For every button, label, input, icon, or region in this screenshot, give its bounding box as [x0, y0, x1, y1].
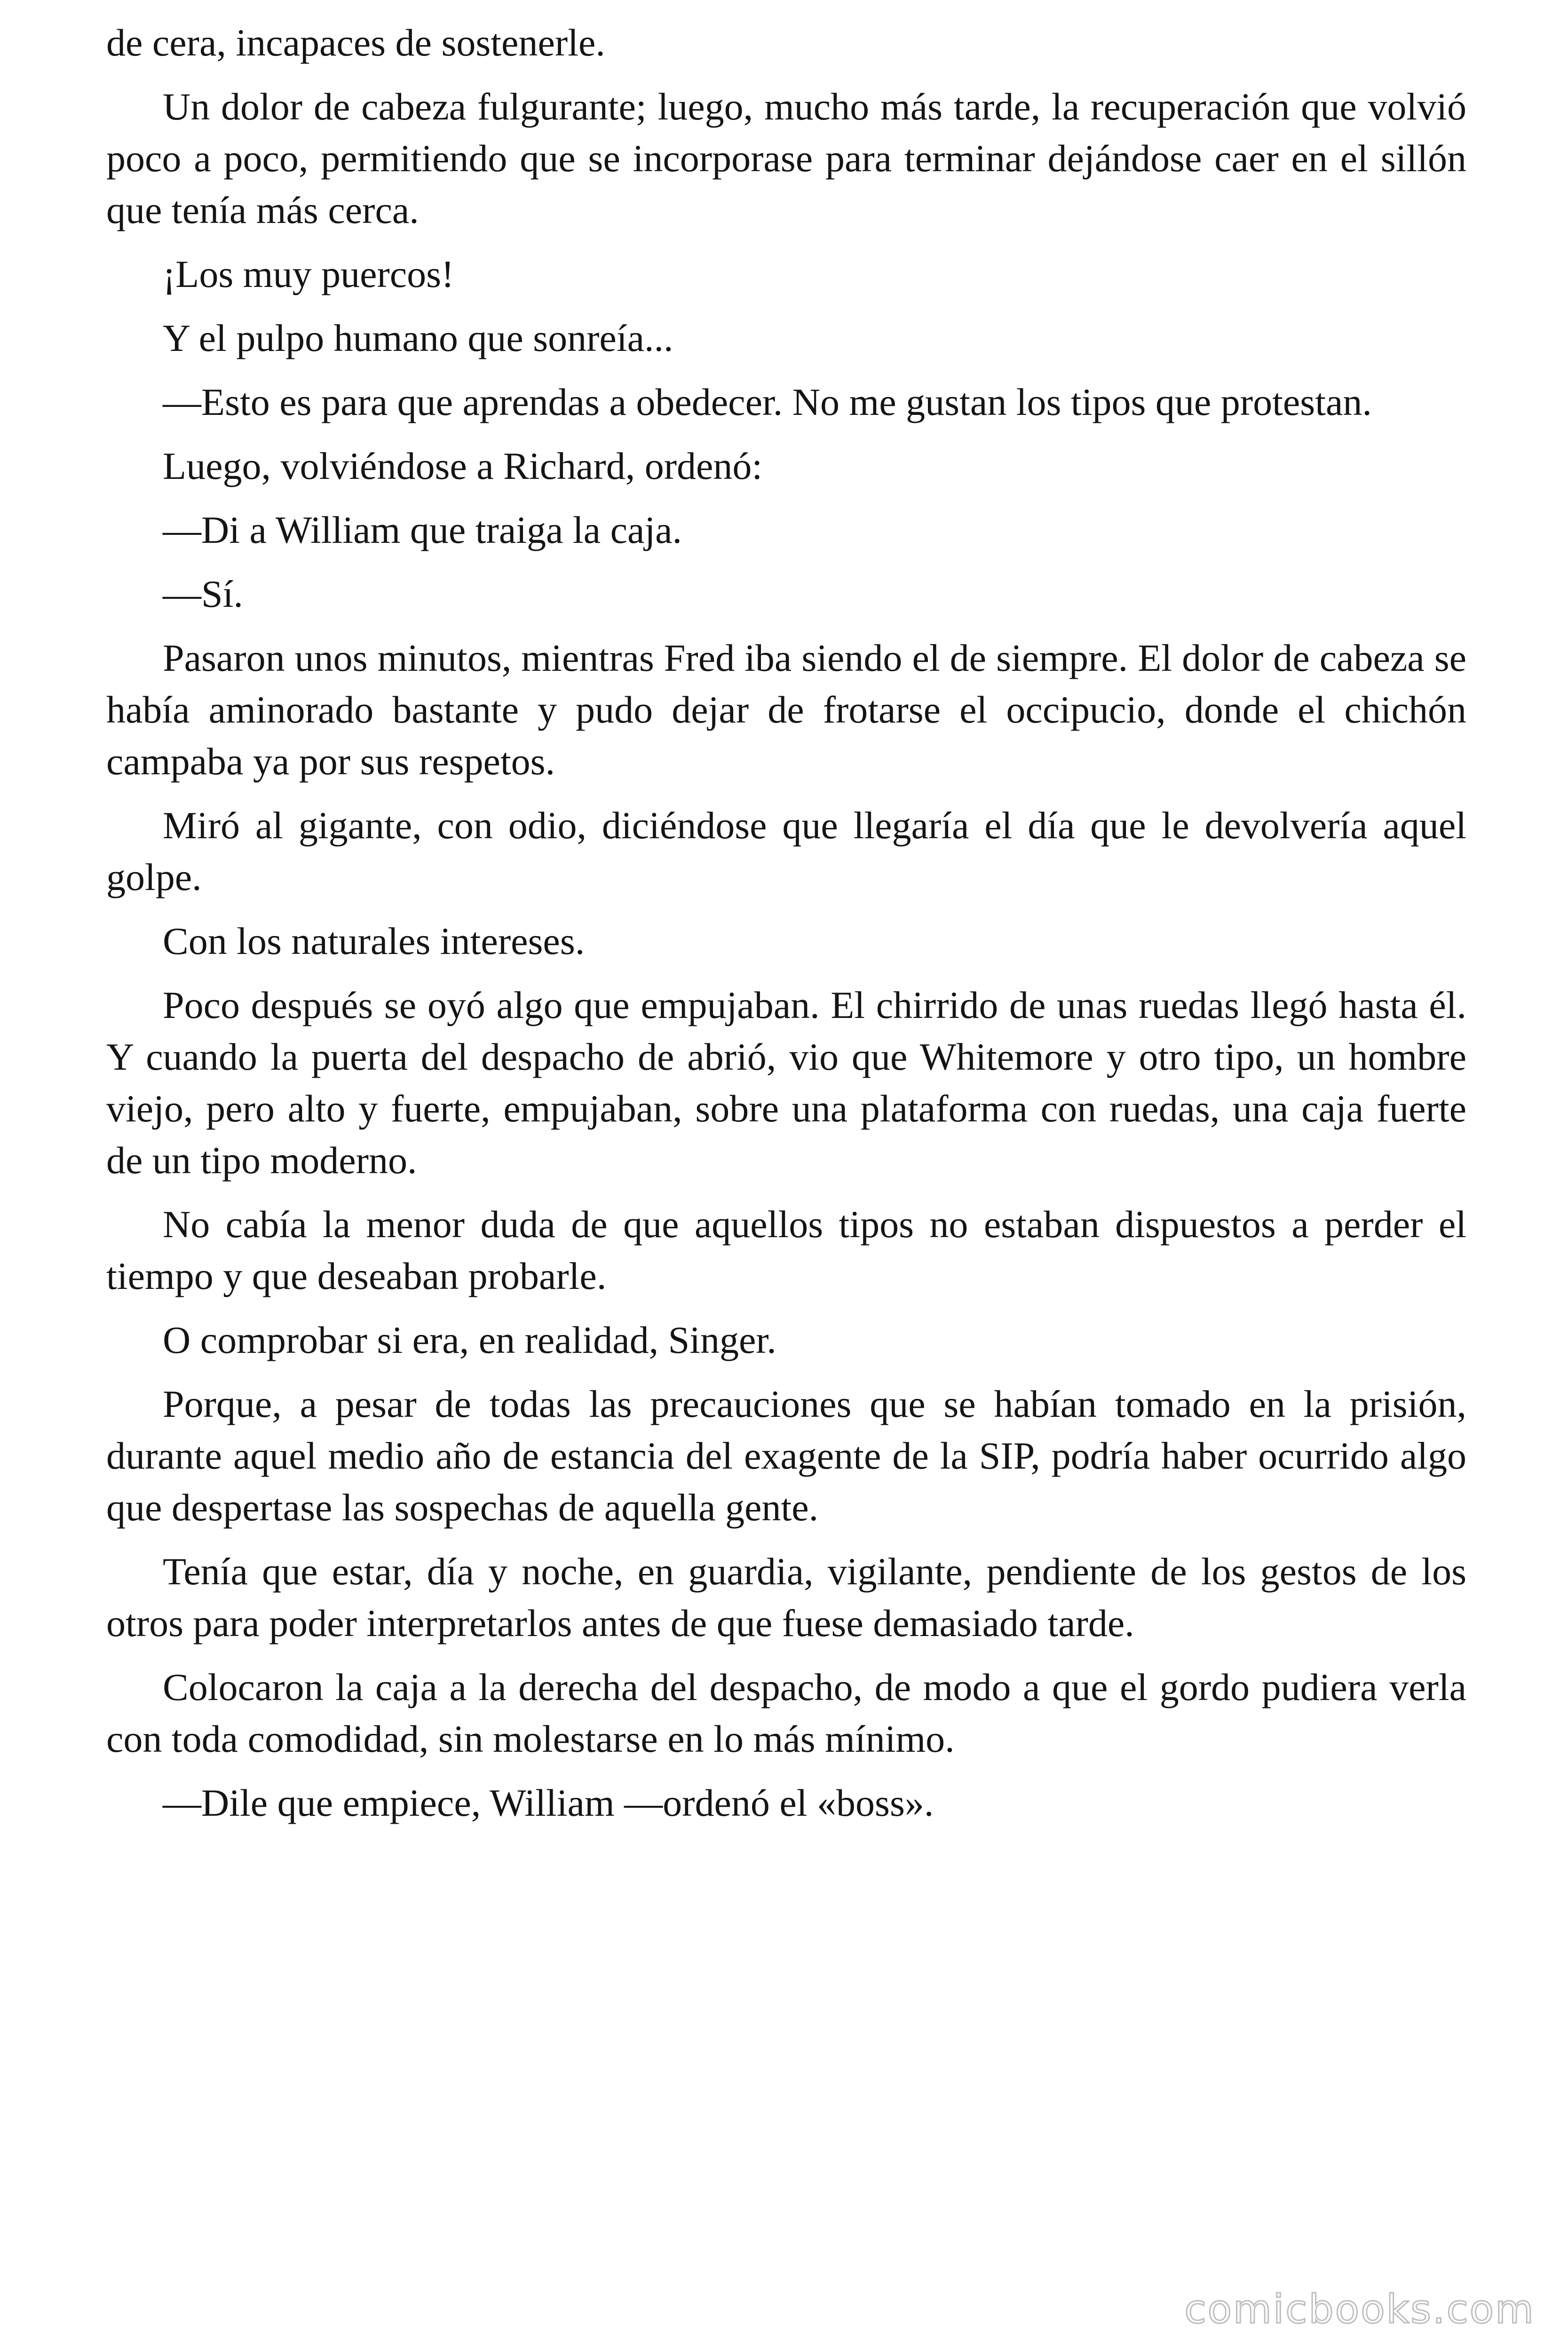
- paragraph: Poco después se oyó algo que empujaban. El chirrido de unas ruedas llegó hasta él. Y cuando la puerta del despacho de abrió, vio que Whitemore y otro tipo, un hombre viejo, pero alto y fuerte, empujaban, sobre una plataforma con ruedas, una caja fuerte de un tipo moderno.: [106, 984, 1466, 1182]
- paragraph: No cabía la menor duda de que aquellos tipos no estaban dispuestos a perder el tiempo y que deseaban probarle.: [106, 1203, 1466, 1297]
- paragraph: Luego, volviéndose a Richard, ordenó:: [163, 445, 763, 487]
- paragraph: Un dolor de cabeza fulgurante; luego, mucho más tarde, la recuperación que volvió poco a poco, permitiendo que se incorporase para terminar dejándose caer en el sillón que tenía más cerca.: [106, 85, 1466, 231]
- paragraph: Colocaron la caja a la derecha del despacho, de modo a que el gordo pudiera verla con toda comodidad, sin molestarse en lo más mínimo.: [106, 1666, 1466, 1760]
- paragraph: ¡Los muy puercos!: [163, 253, 454, 295]
- paragraph: Y el pulpo humano que sonreía...: [163, 317, 673, 359]
- page-text: [106, 17, 1466, 1841]
- paragraph: O comprobar si era, en realidad, Singer.: [163, 1319, 776, 1361]
- paragraph: de cera, incapaces de sostenerle.: [106, 21, 605, 64]
- paragraph: —Sí.: [163, 572, 243, 615]
- paragraph: Tenía que estar, día y noche, en guardia, vigilante, pendiente de los gestos de los otros para poder interpretarlos antes de que fuese demasiado tarde.: [106, 1550, 1466, 1645]
- paragraph: Pasaron unos minutos, mientras Fred iba siendo el de siempre. El dolor de cabeza se había aminorado bastante y pudo dejar de frotarse el occipucio, donde el chichón campaba ya por sus respetos.: [106, 636, 1466, 783]
- paragraph: —Esto es para que aprendas a obedecer. No me gustan los tipos que protestan.: [163, 381, 1372, 423]
- paragraph: Con los naturales intereses.: [163, 920, 585, 962]
- paragraph: Miró al gigante, con odio, diciéndose que llegaría el día que le devolvería aquel golpe.: [106, 804, 1466, 898]
- paragraph: Porque, a pesar de todas las precauciones que se habían tomado en la prisión, durante aquel medio año de estancia del exagente de la SIP, podría haber ocurrido algo que despertase las sospechas de aquella gente.: [106, 1383, 1466, 1529]
- watermark: comicbooks.com: [1184, 2286, 1535, 2332]
- paragraph: —Dile que empiece, William —ordenó el «boss».: [163, 1781, 934, 1824]
- paragraph: —Di a William que traiga la caja.: [163, 509, 682, 551]
